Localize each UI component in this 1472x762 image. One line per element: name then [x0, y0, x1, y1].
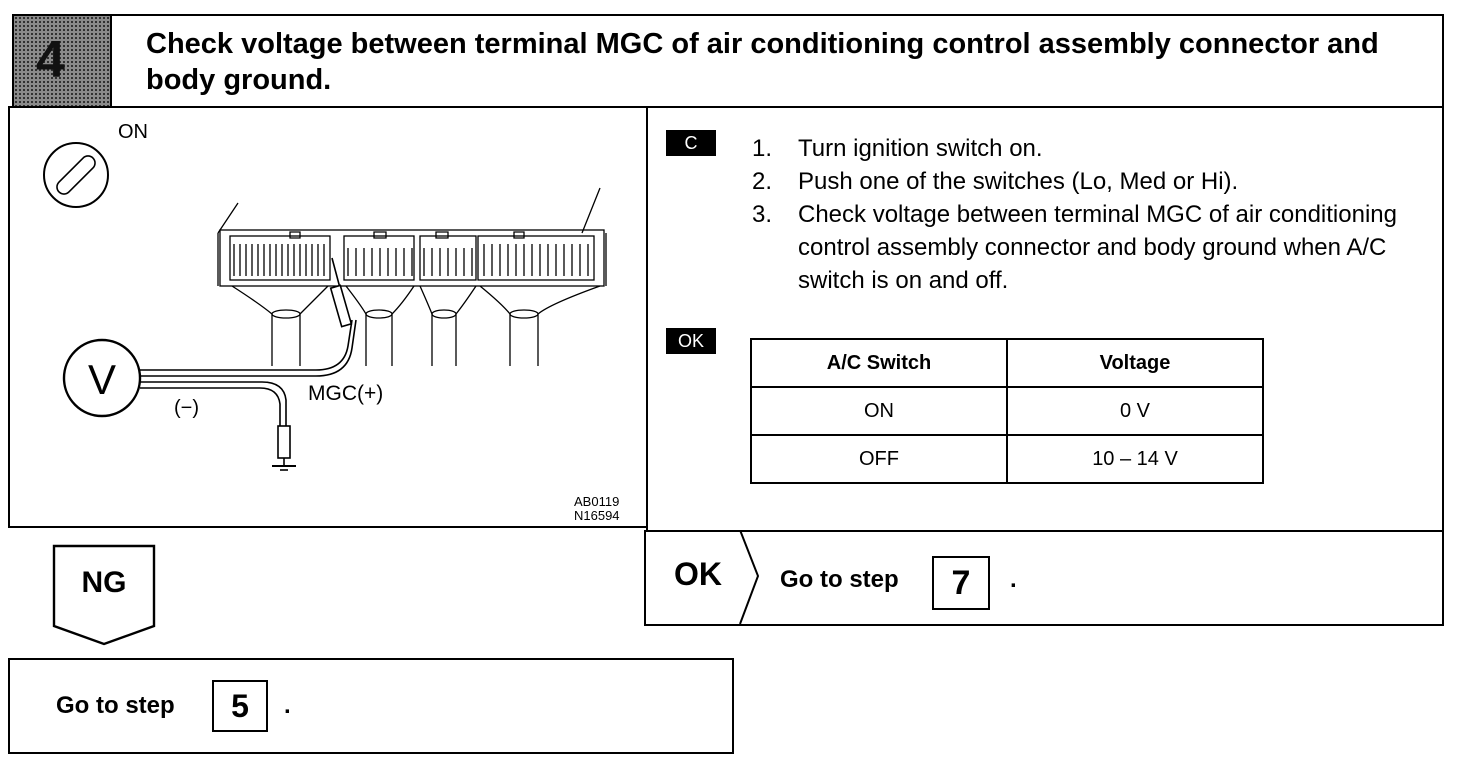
table-header-row [751, 339, 1263, 387]
ignition-key-icon [44, 143, 108, 207]
table-row [751, 387, 1263, 435]
list-item [752, 165, 1428, 198]
ng-period: . [284, 692, 291, 719]
step-number: 4 [36, 31, 65, 89]
chevron-right-icon [738, 530, 762, 626]
table-header: A/C Switch [751, 339, 1007, 387]
spec-table [750, 338, 1264, 484]
ok-step-link[interactable]: 7 [932, 556, 990, 610]
ref-code-1: AB0119 [574, 494, 620, 509]
ignition-on-label: ON [118, 121, 148, 143]
ok-result-box [644, 530, 1444, 626]
list-item-text: Push one of the switches (Lo, Med or Hi). [798, 168, 1239, 195]
list-item-text: Turn ignition switch on. [798, 135, 1043, 162]
wiring-diagram [10, 108, 648, 526]
check-tag: C [666, 130, 716, 156]
voltmeter-icon [64, 340, 140, 416]
ground-probe-icon [272, 426, 296, 470]
table-cell: OFF [751, 435, 1007, 483]
ng-result-box [8, 658, 734, 754]
connector-icon [218, 188, 606, 366]
ok-goto-text: Go to step [780, 566, 899, 593]
ok-spec-tag: OK [666, 328, 716, 354]
list-item-number: 2. [752, 168, 773, 195]
ok-period: . [1010, 566, 1017, 593]
table-cell: ON [751, 387, 1007, 435]
page-title: Check voltage between terminal MGC of air conditioning control assembly connector and body ground. [146, 28, 1379, 96]
voltmeter-symbol: V [87, 356, 117, 403]
table-cell: 0 V [1007, 387, 1263, 435]
list-item-text: Check voltage between terminal MGC of air conditioning control assembly connector and body ground when A/C switch is on and off. [798, 201, 1397, 294]
step-list [752, 132, 1428, 297]
meter-leads [140, 320, 356, 426]
list-item-number: 1. [752, 135, 773, 162]
list-item [752, 198, 1428, 297]
list-item-number: 3. [752, 201, 773, 228]
diagram-panel [8, 106, 650, 528]
ng-goto-text: Go to step [56, 692, 175, 719]
list-item [752, 132, 1428, 165]
mgc-probe-label: MGC(+) [308, 382, 384, 405]
ng-label: NG [81, 566, 127, 599]
ok-label: OK [674, 556, 722, 592]
table-header: Voltage [1007, 339, 1263, 387]
table-cell: 10 – 14 V [1007, 435, 1263, 483]
step-number-badge [14, 16, 112, 108]
step-header [12, 14, 1444, 110]
ref-code-2: N16594 [574, 508, 620, 523]
ng-step-link[interactable]: 5 [212, 680, 268, 732]
negative-lead-label: (−) [174, 397, 199, 419]
instructions-panel [646, 106, 1444, 534]
table-row [751, 435, 1263, 483]
